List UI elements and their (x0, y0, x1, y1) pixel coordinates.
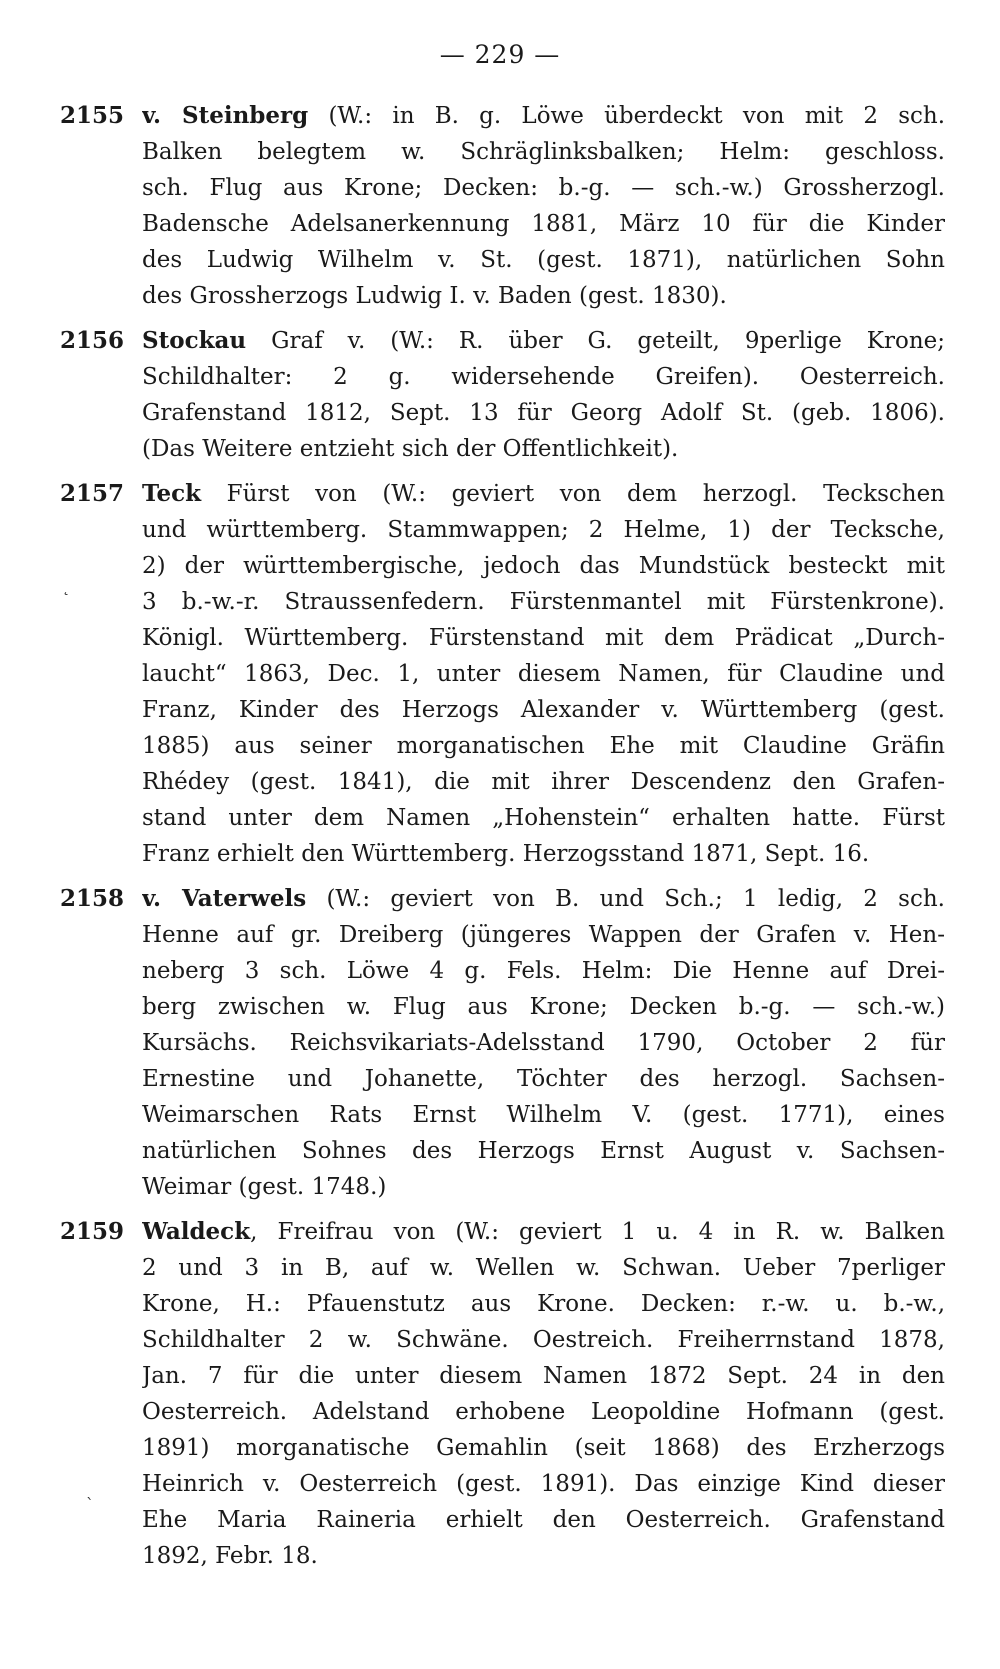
entry-text-line: Rhédey (gest. 1841), die mit ihrer Descendenz den Grafen- (142, 769, 945, 795)
entry-name: v. Steinberg (142, 102, 309, 129)
margin-mark: ˋ (86, 1495, 94, 1514)
entry-number: 2157 (60, 480, 125, 507)
entry-text-line: Franz, Kinder des Herzogs Alexander v. Württemberg (gest. (142, 697, 945, 723)
entry-text-line: Weimarschen Rats Ernst Wilhelm V. (gest. 1771), eines (142, 1102, 945, 1128)
entry-text-line: 1891) morganatische Gemahlin (seit 1868) des Erzherzogs (142, 1435, 945, 1461)
entry-text-line: Krone, H.: Pfauenstutz aus Krone. Decken: r.-w. u. b.-w., (142, 1291, 945, 1317)
entry-text-line: stand unter dem Namen „Hohenstein“ erhalten hatte. Fürst (142, 805, 945, 831)
entry-name: Teck (142, 480, 202, 507)
entry-text-line: 1892, Febr. 18. (142, 1543, 318, 1569)
entry-number: 2158 (60, 885, 125, 912)
entry-text-line: des Grossherzogs Ludwig I. v. Baden (gest. 1830). (142, 283, 727, 309)
entry (60, 881, 945, 1205)
entry-text-line: 2 und 3 in B, auf w. Wellen w. Schwan. Ueber 7perliger (142, 1255, 945, 1281)
entry-text-line: Jan. 7 für die unter diesem Namen 1872 Sept. 24 in den (142, 1363, 945, 1389)
entry-text-line: Badensche Adelsanerkennung 1881, März 10 für die Kinder (142, 211, 945, 237)
entry-text-line: laucht“ 1863, Dec. 1, unter diesem Namen, für Claudine und (142, 661, 945, 687)
entry-text-line: Schildhalter: 2 g. widersehende Greifen). Oesterreich. (142, 364, 945, 390)
entry (60, 98, 945, 314)
entry-text-line: Grafenstand 1812, Sept. 13 für Georg Adolf St. (geb. 1806). (142, 400, 945, 426)
entry-name: Stockau (142, 327, 247, 354)
entry-text-line: Henne auf gr. Dreiberg (jüngeres Wappen der Grafen v. Hen- (142, 922, 945, 948)
entry-text-line: v. Vaterwels (W.: geviert von B. und Sch.; 1 ledig, 2 sch. (142, 885, 945, 912)
margin-mark: ˛ (62, 577, 70, 596)
entry-name: v. Vaterwels (142, 885, 307, 912)
entry-list (60, 98, 945, 1583)
entry-text-line: Waldeck, Freifrau von (W.: geviert 1 u. 4 in R. w. Balken (142, 1218, 945, 1245)
entry-name: Waldeck (142, 1218, 251, 1245)
entry-text-line: 3 b.-w.-r. Straussenfedern. Fürstenmantel mit Fürstenkrone). (142, 589, 945, 615)
entry-text-line: Königl. Württemberg. Fürstenstand mit dem Prädicat „Durch- (142, 625, 945, 651)
entry-text-line: (Das Weitere entzieht sich der Offentlichkeit). (142, 436, 679, 462)
entry-text-line: Oesterreich. Adelstand erhobene Leopoldine Hofmann (gest. (142, 1399, 945, 1425)
entry-text-line: 2) der württembergische, jedoch das Mundstück besteckt mit (142, 553, 945, 579)
entry-text-line: Heinrich v. Oesterreich (gest. 1891). Das einzige Kind dieser (142, 1471, 945, 1497)
entry-text-line: Teck Fürst von (W.: geviert von dem herzogl. Teckschen (142, 480, 945, 507)
entry-text-line: Weimar (gest. 1748.) (142, 1174, 387, 1200)
entry-text-line: neberg 3 sch. Löwe 4 g. Fels. Helm: Die Henne auf Drei- (142, 958, 945, 984)
entry-text-line: Schildhalter 2 w. Schwäne. Oestreich. Freiherrnstand 1878, (142, 1327, 945, 1353)
entry-text-line: des Ludwig Wilhelm v. St. (gest. 1871), natürlichen Sohn (142, 247, 945, 273)
entry-text-line: Kursächs. Reichsvikariats-Adelsstand 1790, October 2 für (142, 1030, 945, 1056)
entry-number: 2159 (60, 1218, 125, 1245)
entry-text-line: sch. Flug aus Krone; Decken: b.-g. — sch.-w.) Grossherzogl. (142, 175, 945, 201)
entry-text-line: Franz erhielt den Württemberg. Herzogsstand 1871, Sept. 16. (142, 841, 870, 867)
entry-text-line: berg zwischen w. Flug aus Krone; Decken b.-g. — sch.-w.) (142, 994, 945, 1020)
entry-text-line: 1885) aus seiner morganatischen Ehe mit Claudine Gräfin (142, 733, 945, 759)
entry-text-line: Ehe Maria Raineria erhielt den Oesterreich. Grafenstand (142, 1507, 945, 1533)
entry-text-line: natürlichen Sohnes des Herzogs Ernst August v. Sachsen- (142, 1138, 945, 1164)
entry (60, 323, 945, 467)
entry-text-line: und württemberg. Stammwappen; 2 Helme, 1) der Tecksche, (142, 517, 945, 543)
entry-text-line: Stockau Graf v. (W.: R. über G. geteilt, 9perlige Krone; (142, 327, 945, 354)
entry-text-line: v. Steinberg (W.: in B. g. Löwe überdeckt von mit 2 sch. (142, 102, 945, 129)
entry-number: 2156 (60, 327, 125, 354)
entry-text-line: Ernestine und Johanette, Töchter des herzogl. Sachsen- (142, 1066, 945, 1092)
entry-number: 2155 (60, 102, 125, 129)
entry-text-line: Balken belegtem w. Schräglinksbalken; Helm: geschloss. (142, 139, 945, 165)
entry (60, 476, 945, 872)
page-number: — 229 — (439, 40, 561, 69)
entry (60, 1214, 945, 1574)
